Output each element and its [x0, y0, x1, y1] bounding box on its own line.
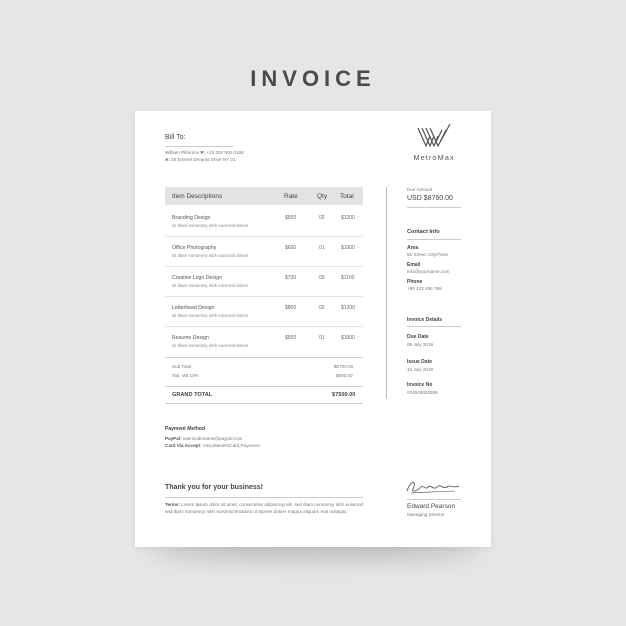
terms-line-1	[165, 502, 375, 509]
item-total: $1200	[341, 215, 355, 221]
item-name: Creative Logo Design	[172, 275, 222, 281]
totals-divider	[165, 403, 363, 404]
email-label: Email	[407, 262, 421, 268]
phone-value: +89 123 456 789	[407, 286, 442, 291]
item-rate: $600	[285, 245, 297, 251]
invoice-heading: INVOICE	[250, 66, 376, 91]
metromax-logo-icon	[416, 122, 456, 150]
item-total: $1100	[341, 275, 355, 281]
divider	[165, 146, 233, 147]
terms-text-2: sed diam nonummy nibh euismod tincidunt ut laoreet dolore magna aliquam erat volutpat.	[165, 508, 348, 514]
address-prefix: A:	[165, 156, 170, 162]
bill-to-name-line	[165, 150, 244, 157]
totals-divider	[165, 357, 363, 358]
area-value: 55 Street, City/Town	[407, 252, 449, 257]
due-amount-value: USD $8760.00	[407, 195, 453, 202]
item-rate: $500	[285, 215, 297, 221]
terms-block	[165, 502, 375, 516]
item-qty: 02	[319, 215, 325, 221]
item-total: $1000	[341, 335, 355, 341]
terms-text-1: Lorem ipsum dolor sit amet, consectetur adipiscing elit, sed diam nonummy nibh euismod	[181, 502, 364, 507]
item-rate: $500	[285, 335, 297, 341]
tax-value: $650.00	[336, 373, 353, 378]
area-label: Area	[407, 245, 419, 251]
grand-total-label: GRAND TOTAL	[172, 392, 213, 398]
item-qty: 03	[319, 275, 325, 281]
signer-name: Edward Pearson	[407, 503, 456, 510]
col-rate: Rate	[284, 193, 298, 200]
item-name: Resume Design	[172, 335, 209, 341]
column-divider	[386, 187, 387, 399]
table-row	[165, 237, 363, 267]
invoice-no-label: Invoice No	[407, 382, 433, 388]
due-amount-label: Due Amount	[407, 187, 433, 192]
col-item: Item Descriptions	[172, 193, 223, 200]
item-name: Letterhead Design	[172, 305, 215, 311]
item-qty: 01	[319, 245, 325, 251]
item-name: Branding Design	[172, 215, 211, 221]
table-row	[165, 267, 363, 297]
table-row	[165, 297, 363, 327]
phone-prefix: P:	[200, 150, 206, 155]
item-desc: sit diam nonummy nibh euismod dolore	[172, 223, 249, 228]
paypal-line	[165, 436, 242, 443]
item-name: Office Photography	[172, 245, 217, 251]
client-name: William Pitterson	[165, 150, 200, 155]
bill-to-info	[165, 150, 244, 164]
issue-date-value: 10 July 2019	[407, 367, 434, 372]
signature-line	[407, 499, 461, 500]
divider	[407, 207, 461, 208]
client-phone: +33 202 500 0188	[206, 150, 244, 155]
item-rate: $700	[285, 275, 297, 281]
item-rate: $800	[285, 305, 297, 311]
item-desc: sit diam nonummy nibh euismod dolore	[172, 253, 249, 258]
item-qty: 01	[319, 335, 325, 341]
signature-icon	[403, 477, 463, 497]
item-qty: 02	[319, 305, 325, 311]
card-label: Card Via Accept:	[165, 443, 202, 448]
item-desc: sit diam nonummy nibh euismod dolore	[172, 313, 249, 318]
paypal-label: PayPal:	[165, 436, 182, 441]
paypal-value: usericodename@paypal.com	[182, 436, 243, 441]
email-value: info@yourname.com	[407, 269, 450, 274]
bill-to-address-line	[165, 157, 244, 164]
divider	[165, 497, 363, 498]
item-desc: sit diam nonummy nibh euismod dolore	[172, 343, 249, 348]
due-date-label: Due Date	[407, 334, 429, 340]
item-desc: sit diam nonummy nibh euismod dolore	[172, 283, 249, 288]
table-header	[165, 187, 363, 205]
card-value: Visa,MastersCard,Payoneer	[202, 443, 261, 448]
item-total: $1000	[341, 245, 355, 251]
table-row	[165, 207, 363, 237]
totals-divider	[165, 386, 363, 387]
grand-total-value: $7500.00	[332, 392, 356, 398]
due-date-value: 06 July 2019	[407, 342, 434, 347]
table-row	[165, 327, 363, 357]
payment-heading: Payment Method	[165, 426, 206, 432]
invoice-paper	[135, 111, 491, 547]
invoice-no-value: #24540020286	[407, 390, 438, 395]
brand-name: MetroMax	[413, 153, 455, 162]
tax-label: Tax: Vat 10%	[172, 373, 199, 378]
col-qty: Qty	[317, 193, 328, 200]
item-total: $1200	[341, 305, 355, 311]
divider	[407, 239, 461, 240]
signer-role: Managing Director	[407, 512, 445, 517]
subtotal-label: Sub Total	[172, 364, 192, 369]
invoice-details-heading: Invoice Details	[407, 317, 443, 323]
col-total: Total	[340, 193, 354, 200]
divider	[407, 326, 461, 327]
terms-label: Terms:	[165, 502, 180, 507]
client-address: 25 Emerel Dreams Drive NY 01	[171, 156, 236, 162]
subtotal-value: $5700.00	[334, 364, 354, 369]
phone-label: Phone	[407, 279, 423, 285]
contact-heading: Contact Info	[407, 229, 440, 235]
issue-date-label: Issue Date	[407, 359, 433, 365]
card-line	[165, 443, 260, 450]
bill-to-label: Bill To:	[165, 134, 186, 141]
thank-you-note: Thank you for your business!	[165, 484, 264, 491]
